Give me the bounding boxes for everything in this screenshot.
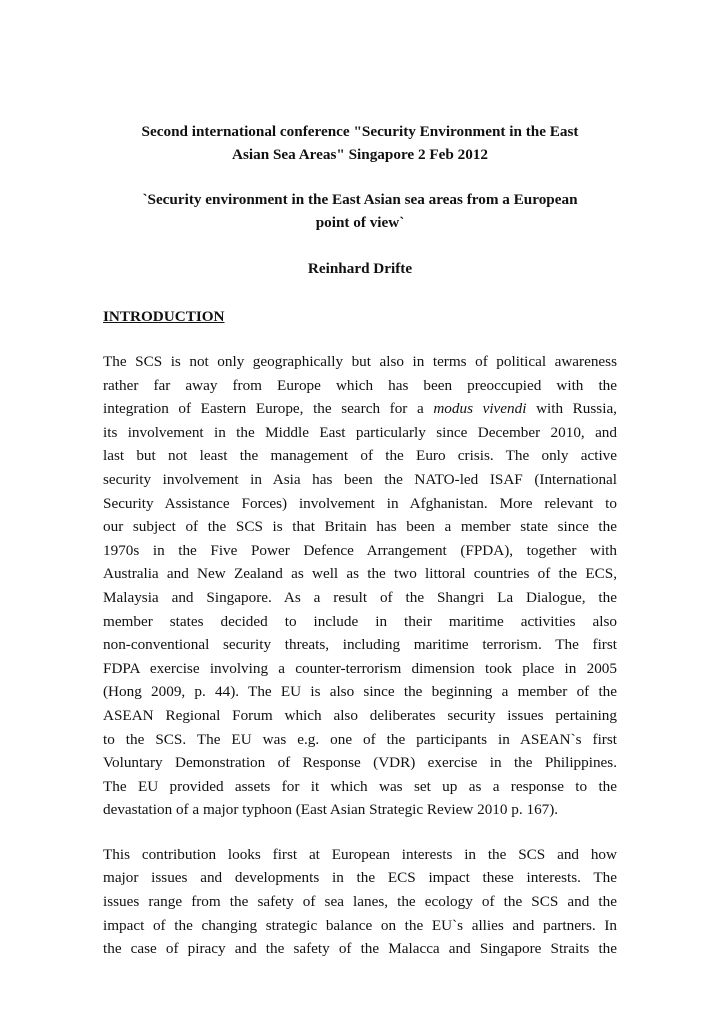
paragraph-introduction-1	[103, 350, 617, 822]
conference-title	[103, 120, 617, 166]
text-line: FDPA exercise involving a counter-terrorism dimension took place in 2005	[103, 659, 617, 677]
text-line: security involvement in Asia has been the NATO-led ISAF (International	[103, 470, 617, 488]
conference-title-line-1: Second international conference "Security Environment in the East	[141, 123, 579, 140]
text-line	[103, 397, 617, 421]
text-line: to the SCS. The EU was e.g. one of the participants in ASEAN`s first	[103, 730, 617, 748]
text-line: devastation of a major typhoon (East Asian Strategic Review 2010 p. 167).	[103, 801, 559, 819]
text-fragment: integration of Eastern Europe, the search for a	[103, 400, 434, 418]
text-line: major issues and developments in the ECS impact these interests. The	[103, 869, 617, 887]
text-line: member states decided to include in their maritime activities also	[103, 612, 617, 630]
author-name: Reinhard Drifte	[307, 260, 413, 277]
section-heading: INTRODUCTION	[103, 308, 225, 325]
text-line: Australia and New Zealand as well as the two littoral countries of the ECS,	[103, 565, 617, 583]
text-line: ASEAN Regional Forum which also deliberates security issues pertaining	[103, 706, 617, 724]
text-line: issues range from the safety of sea lanes, the ecology of the SCS and the	[103, 893, 617, 911]
text-line: Security Assistance Forces) involvement in Afghanistan. More relevant to	[103, 494, 617, 512]
paper-title-line-2: point of view`	[315, 214, 405, 231]
paper-title	[103, 188, 617, 234]
text-line: our subject of the SCS is that Britain has been a member state since the	[103, 518, 617, 536]
text-line: the case of piracy and the safety of the Malacca and Singapore Straits the	[103, 940, 617, 958]
italic-term: modus vivendi	[433, 400, 527, 418]
text-line: This contribution looks first at European interests in the SCS and how	[103, 845, 617, 863]
text-line: rather far away from Europe which has been preoccupied with the	[103, 376, 617, 394]
conference-title-line-2: Asian Sea Areas" Singapore 2 Feb 2012	[232, 146, 488, 163]
text-line: (Hong 2009, p. 44). The EU is also since the beginning a member of the	[103, 683, 617, 701]
document-page	[103, 120, 617, 961]
text-line: impact of the changing strategic balance on the EU`s allies and partners. In	[103, 916, 617, 934]
text-line: The SCS is not only geographically but also in terms of political awareness	[103, 353, 617, 370]
paper-title-line-1: `Security environment in the East Asian sea areas from a European	[142, 191, 578, 208]
text-line: its involvement in the Middle East particularly since December 2010, and	[103, 423, 617, 441]
text-line: Voluntary Demonstration of Response (VDR) exercise in the Philippines.	[103, 754, 617, 772]
text-line: 1970s in the Five Power Defence Arrangement (FPDA), together with	[103, 541, 617, 559]
text-line: Malaysia and Singapore. As a result of the Shangri La Dialogue, the	[103, 588, 617, 606]
text-fragment: with Russia,	[526, 400, 617, 418]
paragraph-introduction-2	[103, 843, 617, 961]
text-line: non-conventional security threats, including maritime terrorism. The first	[103, 636, 617, 654]
text-line: The EU provided assets for it which was set up as a response to the	[103, 777, 617, 795]
text-line: last but not least the management of the Euro crisis. The only active	[103, 447, 617, 465]
